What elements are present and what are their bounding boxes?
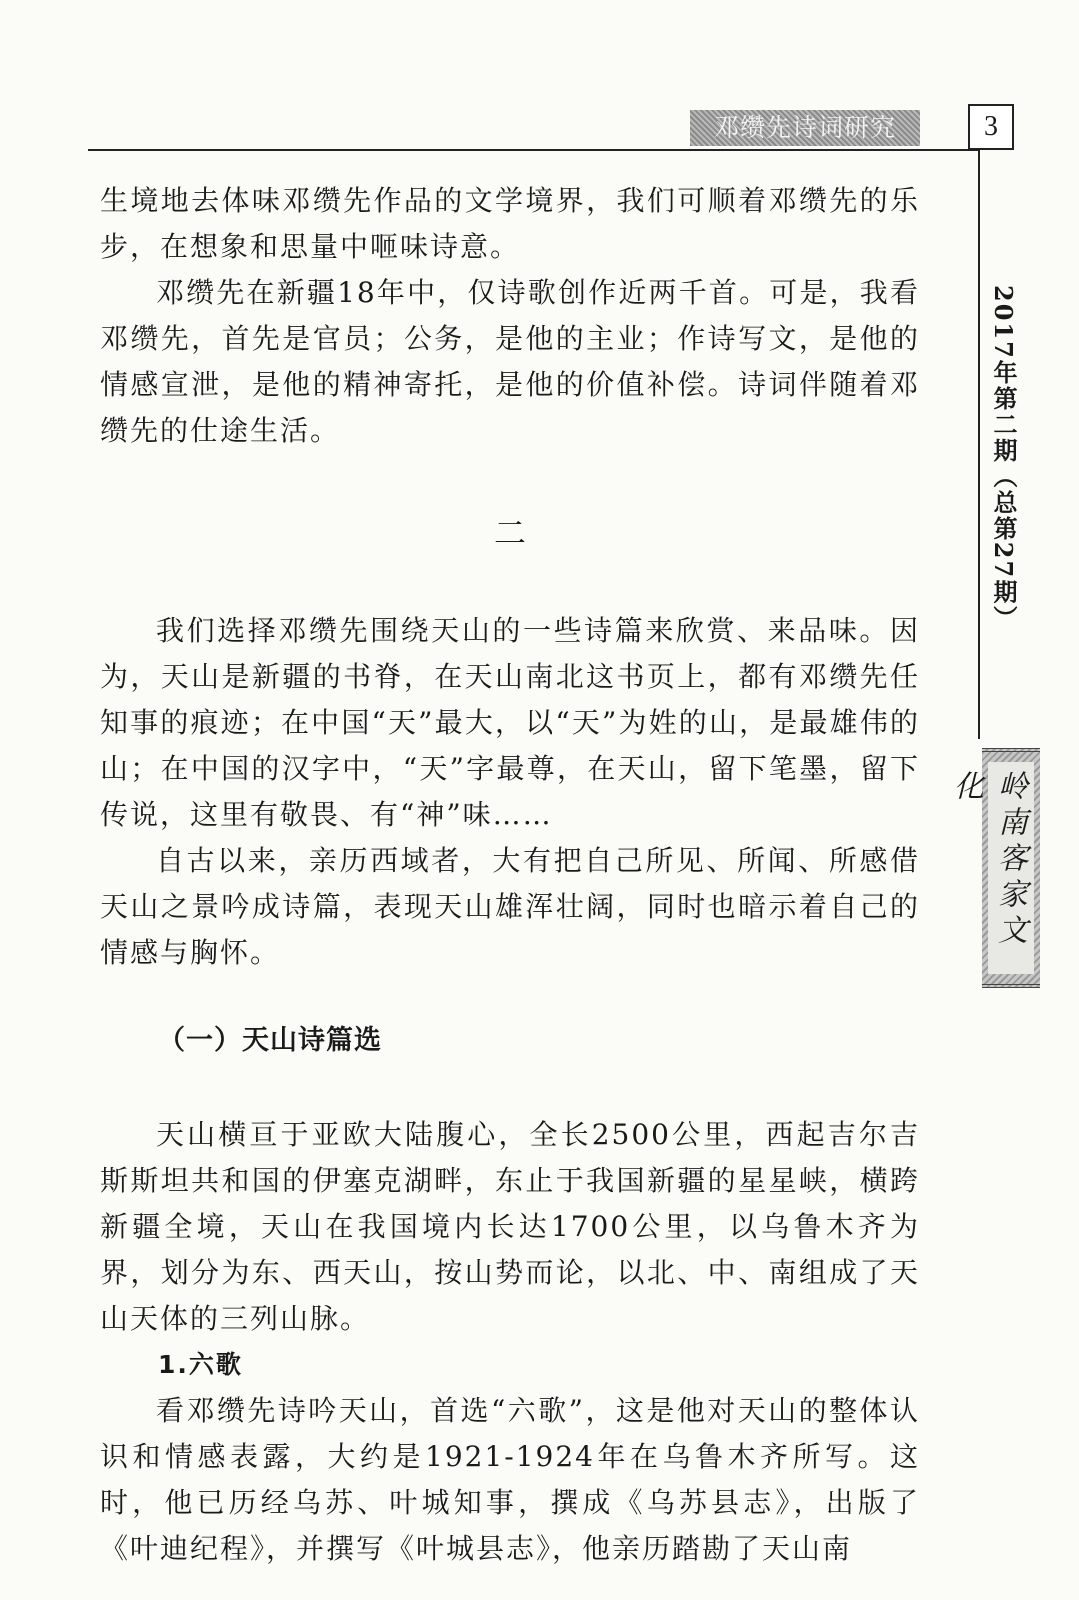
subheading: （一）天山诗篇选: [158, 1025, 382, 1056]
paragraph: 邓缵先在新疆18年中，仅诗歌创作近两千首。可是，我看邓缵先，首先是官员；公务，是他的主业；作诗写文，是他的情感宣泄，是他的精神寄托，是他的价值补偿。诗词伴随着邓缵先的仕途生活。: [100, 276, 920, 447]
running-title: 邓缵先诗词研究: [690, 110, 920, 146]
paragraph: 我们选择邓缵先围绕天山的一些诗篇来欣赏、来品味。因为，天山是新疆的书脊，在天山南北这书页上，都有邓缵先任知事的痕迹；在中国“天”最大，以“天”为姓的山，是最雄伟的山；在中国的汉字中，“天”字最尊，在天山，留下笔墨，留下传说，这里有敬畏、有“神”味……: [100, 614, 920, 831]
section-number: 二: [493, 514, 526, 552]
paragraph: 看邓缵先诗吟天山，首选“六歌”，这是他对天山的整体认识和情感表露，大约是1921-1924年在乌鲁木齐所写。这时，他已历经乌苏、叶城知事，撰成《乌苏县志》，出版了《叶迪纪程》，并撰写《叶城县志》，他亲历踏勘了天山南: [100, 1394, 920, 1565]
paragraph: 天山横亘于亚欧大陆腹心，全长2500公里，西起吉尔吉斯斯坦共和国的伊塞克湖畔，东止于我国新疆的星星峡，横跨新疆全境，天山在我国境内长达1700公里，以乌鲁木齐为界，划分为东、西天山，按山势而论，以北、中、南组成了天山天体的三列山脉。: [100, 1118, 920, 1335]
side-rule: [978, 149, 980, 739]
paragraph: 生境地去体味邓缵先作品的文学境界，我们可顺着邓缵先的乐步，在想象和思量中咂味诗意。: [100, 184, 920, 263]
journal-banner: [948, 748, 1040, 988]
issue-label: 2017年第二期（总第27期）: [989, 285, 1018, 632]
article-body: [100, 178, 920, 1572]
page-number: 3: [968, 104, 1014, 150]
banner-panel: [948, 762, 1034, 974]
item-heading: 1.六歌: [158, 1350, 243, 1379]
paragraph: 自古以来，亲历西域者，大有把自己所见、所闻、所感借天山之景吟成诗篇，表现天山雄浑壮阔，同时也暗示着自己的情感与胸怀。: [100, 844, 920, 969]
header-rule: [88, 149, 980, 151]
banner-text: 岭南客家文化: [948, 770, 1027, 950]
